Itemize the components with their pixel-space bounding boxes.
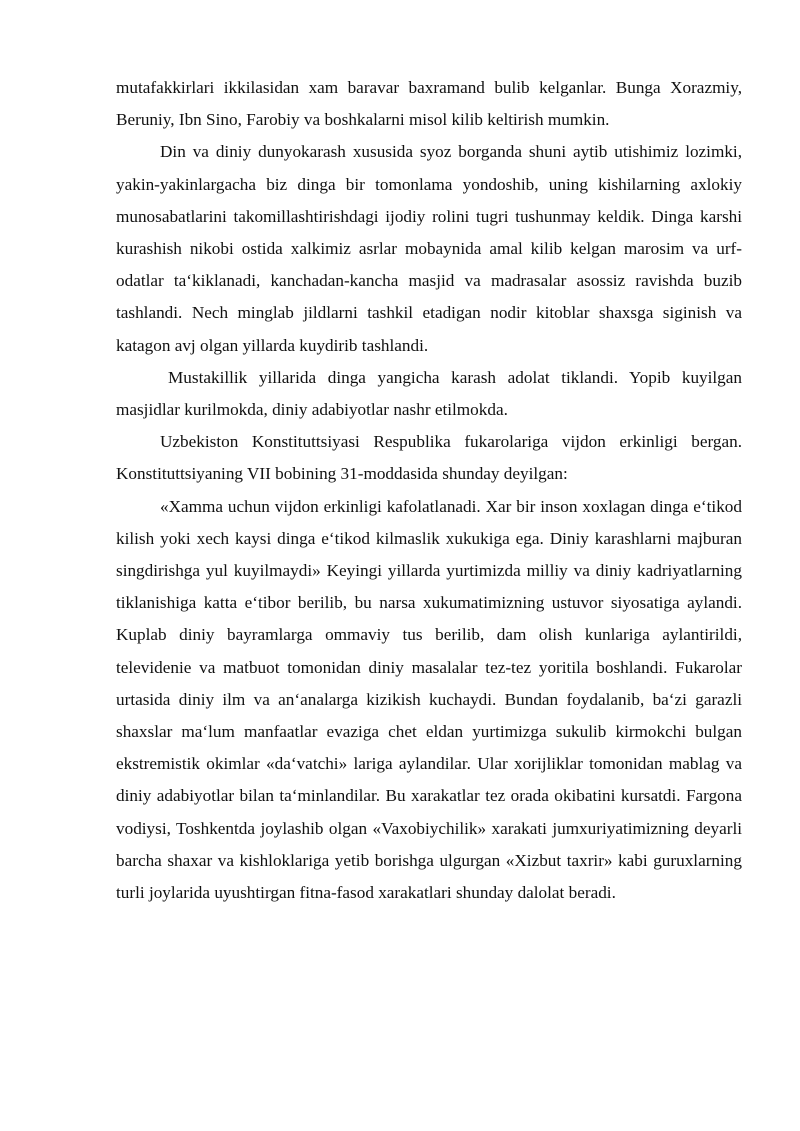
paragraph-5: «Xamma uchun vijdon erkinligi kafolatlanadi. Xar bir inson xoxlagan dinga e‘tikod kilish yoki xech kaysi dinga e‘tikod kilmaslik xukukiga ega. Diniy karashlarni majburan singdirishga yul kuyilmaydi» Keyingi yillarda yurtimizda milliy va diniy kadriyatlarning tiklanishiga katta e‘tibor berilib, bu narsa xukumatimizning ustuvor siyosatiga aylandi. Kuplab diniy bayramlarga ommaviy tus berilib, dam olish kunlariga aylantirildi, televidenie va matbuot tomonidan diniy masalalar tez-tez yoritila boshlandi. Fukarolar urtasida diniy ilm va an‘analarga kizikish kuchaydi. Bundan foydalanib, ba‘zi garazli shaxslar ma‘lum manfaatlar evaziga chet eldan yurtimizga sukulib kirmokchi bulgan ekstremistik okimlar «da‘vatchi» lariga aylandilar. Ular xorijliklar tomonidan mablag va diniy adabiyotlar bilan ta‘minlandilar. Bu xarakatlar tez orada okibatini kursatdi. Fargona vodiysi, Toshkentda joylashib olgan «Vaxobiychilik» xarakati jumxuriyatimizning deyarli barcha shaxar va kishloklariga yetib borishga ulgurgan «Xizbut taxrir» kabi guruxlarning turli joylarida uyushtirgan fitna-fasod xarakatlari shunday dalolat beradi. (116, 496, 742, 903)
paragraph-2: Din va diniy dunyokarash xususida syoz borganda shuni aytib utishimiz lozimki, yakin-yakinlargacha biz dinga bir tomonlama yondoshib, uning kishilarning axlokiy munosabatlarini takomillashtirishdagi ijodiy rolini tugri tushunmay keldik. Dinga karshi kurashish nikobi ostida xalkimiz asrlar mobaynida amal kilib kelgan marosim va urf-odatlar ta‘kiklanadi, kanchadan-kancha masjid va madrasalar asossiz ravishda buzib tashlandi. Nech minglab jildlarni tashkil etadigan nodir kitoblar shaxsga siginish va katagon avj olgan yillarda kuydirib tashlandi. (116, 142, 742, 355)
paragraph-1: mutafakkirlari ikkilasidan xam baravar baxramand bulib kelganlar. Bunga Xorazmiy, Beruniy, Ibn Sino, Farobiy va boshkalarni misol kilib keltirish mumkin. (116, 78, 742, 130)
body-text (116, 72, 742, 909)
paragraph-4: Uzbekiston Konstituttsiyasi Respublika fukarolariga vijdon erkinligi bergan. Konstituttsiyaning VII bobining 31-moddasida shunday deyilgan: (116, 432, 742, 484)
paragraph-3: Mustakillik yillarida dinga yangicha karash adolat tiklandi. Yopib kuyilgan masjidlar kurilmokda, diniy adabiyotlar nashr etilmokda. (116, 367, 742, 420)
